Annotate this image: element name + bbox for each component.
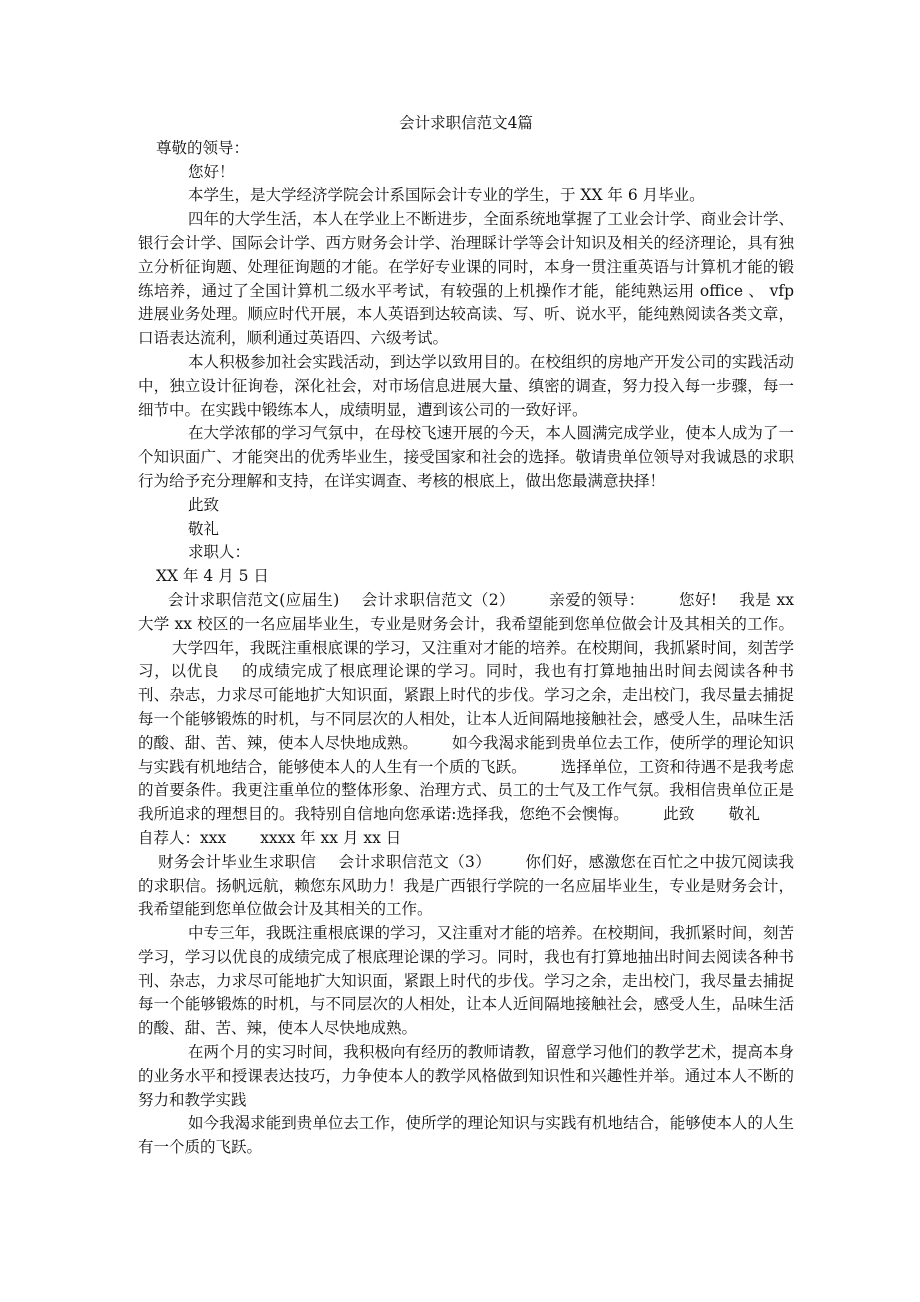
letter2-salutation: 亲爱的领导： <box>548 590 645 609</box>
letter3-paragraph-4: 如今我渴求能到贵单位去工作，使所学的理论知识与实践有机地结合，能够使本人的人生有一个质的飞跃。 <box>138 1114 794 1157</box>
letter3-paragraph-2: 中专三年，我既注重根底课的学习，又注重对才能的培养。在校期间，我抓紧时间，刻苦学习，学习以优良的成绩完成了根底理论课的学习。同时，我也有打算地抽出时间去阅读各种书刊、杂志，力求尽可能地扩大知识面，紧跟上时代的步伐。学习之余，走出校门，我尽量去捕捉每一个能够锻炼的时机，与不同层次的人相处，让本人近间隔地接触社会，感受人生，品味生活的酸、甜、苦、辣，使本人尽快地成熟。 <box>138 924 794 1038</box>
letter2-paragraph-3: 如今我渴求能到贵单位去工作，使所学的理论知识与实践有机地结合，能够使本人的人生有一个质的飞跃。 <box>138 733 794 776</box>
letter1-paragraph-4: 在大学浓郁的学习气氛中，在母校飞速开展的今天，本人圆满完成学业，使本人成为了一个知识面广、才能突出的优秀毕业生，接受国家和社会的选择。敬请贵单位领导对我诚恳的求职行为给予充分理解和支持，在详实调查、考核的根底上，做出您最满意抉择！ <box>138 424 794 490</box>
letter2-closing-1: 此致 <box>662 805 695 824</box>
letter3-intro <box>138 851 794 922</box>
letter2-subtitle: 会计求职信范文（2） <box>361 590 515 609</box>
letter2-paragraph-4: 选择单位，工资和待遇不是我考虑的首要条件。我更注重单位的整体形象、治理方式、员工的士气及工作气氛。我相信贵单位正是我所追求的理想目的。我特别自信地向您承诺:选择我，您绝不会懊悔。 <box>138 757 794 824</box>
letter2-paragraph-2b: 的成绩完成了根底理论课的学习。同时，我也有打算地抽出时间去阅读各种书刊、杂志，力求尽可能地扩大知识面，紧跟上时代的步伐。学习之余，走出校门，我尽量去捕捉每一个能够锻炼的时机，与不同层次的人相处，让本人近间隔地接触社会，感受人生，品味生活的酸、甜、苦、辣，使本人尽快地成熟。 <box>138 662 794 752</box>
letter1-paragraph-2: 四年的大学生活，本人在学业上不断进步，全面系统地掌握了工业会计学、商业会计学、银行会计学、国际会计学、西方财务会计学、治理睬计学等会计知识及相关的经济理论，具有独立分析征询题、处理征询题的才能。在学好专业课的同时，本身一贯注重英语与计算机才能的锻练培养，通过了全国计算机二级水平考试，有较强的上机操作才能，能纯熟运用 office 、 vfp 进展业务处理。顺应时代开展，本人英语到达较高读、写、听、说水平，能纯熟阅读各类文章，口语表达流利，顺利通过英语四、六级考试。 <box>138 210 794 348</box>
letter3-subtitle: 会计求职信范文（3） <box>338 852 492 871</box>
letter3-paragraph-1: 你们好，感激您在百忙之中拔冗阅读我的求职信。扬帆远航，赖您东风助力！我是广西银行学院的一名应届毕业生，专业是财务会计，我希望能到您单位做会计及其相关的工作。 <box>138 852 794 919</box>
document-title: 会计求职信范文4篇 <box>399 114 533 132</box>
letter2-greeting: 您好! <box>678 590 718 609</box>
letter1-greeting: 您好！ <box>188 162 235 181</box>
letter2-body <box>138 589 794 851</box>
letter1-salutation: 尊敬的领导： <box>156 138 250 157</box>
letter2-closing-2: 敬礼 <box>728 805 760 824</box>
letter2-paragraph-1: 我是 xx 大学 xx 校区的一名应届毕业生，专业是财务会计，我希望能到您单位做会计及其相关的工作。 <box>138 590 794 633</box>
letter1-date: XX 年 4 月 5 日 <box>156 567 269 586</box>
letter2-date: xxxx 年 xx 月 xx 日 <box>260 828 402 847</box>
letter1-paragraph-3: 本人积极参加社会实践活动，到达学以致用目的。在校组织的房地产开发公司的实践活动中，独立设计征询卷，深化社会，对市场信息进展大量、缜密的调查，努力投入每一步骤，每一细节中。在实践中锻练本人，成绩明显，遭到该公司的一致好评。 <box>138 352 794 419</box>
letter1-paragraph-1: 本学生，是大学经济学院会计系国际会计专业的学生，于 XX 年 6 月毕业。 <box>188 186 705 205</box>
letter1-signer: 求职人： <box>188 543 251 562</box>
letter2-paragraph-2: 大学四年，我既注重根底课的学习，又注重对才能的培养。在校期间，我抓紧时间，刻苦学习，以优良 <box>138 638 794 681</box>
letter3-heading: 财务会计毕业生求职信 <box>158 852 317 871</box>
letter3-paragraph-3: 在两个月的实习时间，我积极向有经历的教师请教，留意学习他们的教学艺术，提高本身的业务水平和授课表达技巧，力争使本人的教学风格做到知识性和兴趣性并举。通过本人不断的努力和教学实践 <box>138 1043 794 1109</box>
letter1-closing-1: 此致 <box>188 495 220 514</box>
letter2-heading: 会计求职信范文(应届生) <box>168 590 340 609</box>
letter1-closing-2: 敬礼 <box>188 519 220 538</box>
letter2-signer: 自荐人：xxx <box>138 828 227 847</box>
